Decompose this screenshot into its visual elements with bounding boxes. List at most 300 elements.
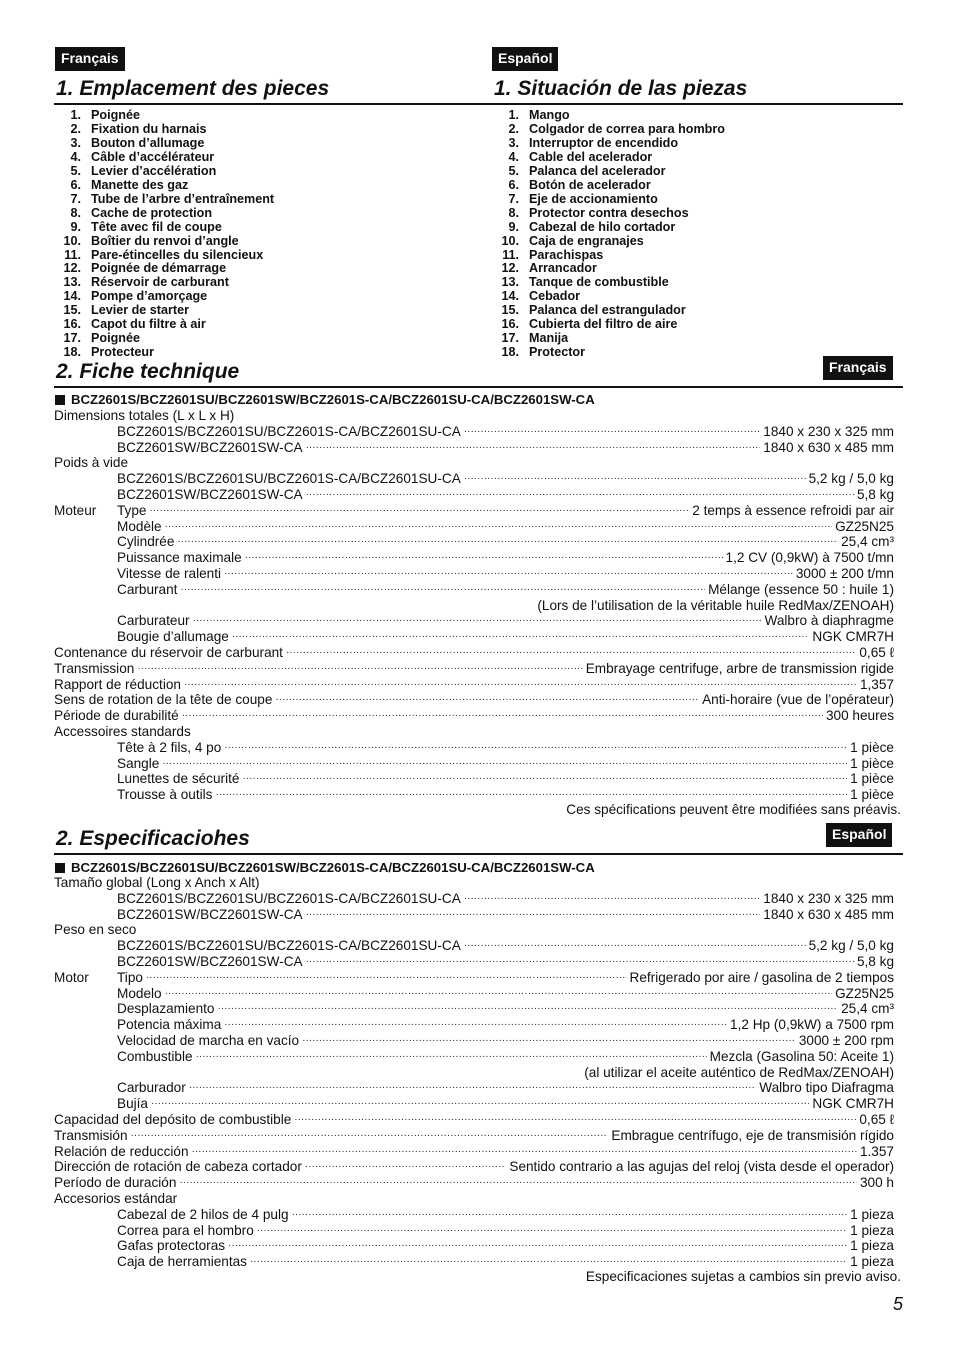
parts-list-item — [493, 262, 725, 276]
es-parts-title: 1. Situación de las piezas — [494, 77, 748, 100]
parts-list-item — [493, 193, 725, 207]
parts-item-number: 10. — [501, 233, 519, 248]
parts-item-number: 16. — [501, 317, 519, 332]
parts-list-item — [55, 262, 274, 276]
spec-row — [54, 1191, 894, 1207]
parts-item-number: 6. — [508, 177, 519, 192]
parts-item-label: Poignée de démarrage — [91, 261, 227, 276]
spec-value: Mezcla (Gasolina 50: Aceite 1) — [709, 1048, 894, 1064]
spec-value: Refrigerado por aire / gasolina de 2 tiempos — [629, 969, 894, 985]
parts-list-item — [493, 290, 725, 304]
spec-row — [54, 1175, 894, 1191]
spec-label: Transmisión — [54, 1127, 128, 1143]
spec-label: Dirección de rotación de cabeza cortador — [54, 1159, 302, 1175]
spec-value: 3000 ± 200 rpm — [798, 1032, 894, 1048]
spec-row — [54, 1144, 894, 1160]
spec-value: 0,65 ℓ — [859, 644, 894, 660]
spec-label: Vitesse de ralenti — [117, 565, 222, 581]
parts-item-number: 11. — [502, 247, 519, 262]
spec-row — [54, 1112, 894, 1128]
spec-value: Walbro à diaphragme — [764, 613, 894, 629]
spec-row — [54, 1223, 894, 1239]
spec-value: 5,2 kg / 5,0 kg — [808, 938, 894, 954]
dot-leader — [146, 970, 627, 986]
spec-value: 300 heures — [825, 708, 894, 724]
spec-label: Rapport de réduction — [54, 676, 181, 692]
es-spec-title: 2. Especificaciohes — [56, 827, 250, 850]
spec-value: 2 temps à essence refroidi par air — [692, 502, 894, 518]
dot-leader — [224, 566, 793, 582]
dot-leader — [464, 891, 760, 907]
dot-leader — [242, 771, 847, 787]
parts-item-label: Botón de acelerador — [529, 177, 651, 192]
parts-item-label: Cebador — [529, 289, 581, 304]
parts-item-label: Câble d’accélérateur — [91, 149, 215, 164]
parts-list-item — [55, 235, 274, 249]
parts-item-number: 18. — [63, 345, 81, 360]
spec-label: Bujía — [117, 1096, 148, 1112]
spec-value: 1 pieza — [850, 1222, 894, 1238]
parts-item-number: 8. — [70, 205, 81, 220]
parts-item-number: 4. — [70, 149, 81, 164]
dot-leader — [305, 1159, 507, 1175]
spec-row — [54, 954, 894, 970]
spec-row — [54, 740, 894, 756]
fr-spec-title: 2. Fiche technique — [56, 360, 240, 383]
spec-label: Période de durabilité — [54, 708, 179, 724]
spec-label: Dimensions totales (L x L x H) — [54, 408, 235, 423]
parts-item-label: Palanca del acelerador — [529, 163, 666, 178]
dot-leader — [192, 1144, 857, 1160]
parts-item-label: Pompe d’amorçage — [91, 289, 208, 304]
parts-list-item — [55, 207, 274, 221]
spec-value: 1 pieza — [850, 1238, 894, 1254]
dot-leader — [232, 629, 810, 645]
spec-label: Trousse à outils — [117, 787, 213, 803]
parts-item-label: Pare-étincelles du silencieux — [91, 247, 264, 262]
spec-label: BCZ2601SW/BCZ2601SW-CA — [117, 439, 303, 455]
language-tag-es: Español — [492, 47, 558, 71]
spec-label: Cylindrée — [117, 534, 175, 550]
es-model-text: BCZ2601S/BCZ2601SU/BCZ2601SW/BCZ2601S-CA/BCZ2601SU-CA/BCZ2601SW-CA — [71, 860, 595, 875]
dot-leader — [257, 1223, 847, 1239]
parts-list-item — [493, 235, 725, 249]
dot-leader — [162, 756, 847, 772]
spec-label: BCZ2601S/BCZ2601SU/BCZ2601S-CA/BCZ2601SU-CA — [117, 471, 461, 487]
parts-item-label: Parachispas — [529, 247, 604, 262]
parts-list-item — [55, 165, 274, 179]
parts-item-label: Colgador de correa para hombro — [529, 121, 725, 136]
parts-list-item — [55, 151, 274, 165]
dot-leader — [196, 1049, 707, 1065]
parts-list-item — [55, 318, 274, 332]
spec-row — [54, 1001, 894, 1017]
parts-item-number: 12. — [63, 261, 81, 276]
dot-leader — [177, 534, 838, 550]
spec-row — [54, 455, 894, 471]
parts-item-number: 17. — [63, 331, 81, 346]
parts-item-number: 1. — [508, 108, 519, 122]
dot-leader — [286, 645, 856, 661]
dot-leader — [137, 661, 582, 677]
parts-item-label: Protector contra desechos — [529, 205, 689, 220]
spec-label: Accessoires standards — [54, 723, 191, 739]
spec-value: 5,2 kg / 5,0 kg — [808, 471, 894, 487]
parts-list-item — [55, 346, 274, 360]
es-parts-list — [493, 109, 725, 360]
spec-label: Carburant — [117, 581, 178, 597]
spec-value: GZ25N25 — [835, 518, 894, 534]
spec-label: Período de duración — [54, 1175, 177, 1191]
language-tag-fr-spec: Français — [823, 356, 893, 380]
parts-item-number: 8. — [508, 205, 519, 220]
spec-row — [54, 922, 894, 938]
dot-leader — [179, 1175, 857, 1191]
parts-item-label: Capot du filtre à air — [91, 317, 206, 332]
fr-spec-rule — [54, 386, 903, 388]
spec-label: BCZ2601SW/BCZ2601SW-CA — [117, 953, 303, 969]
parts-list-item — [493, 332, 725, 346]
spec-label: Type — [117, 502, 147, 518]
spec-value: 1.357 — [859, 1143, 894, 1159]
parts-item-label: Mango — [529, 108, 570, 122]
parts-item-number: 5. — [70, 163, 81, 178]
spec-value: 5,8 kg — [856, 486, 894, 502]
dot-leader — [302, 1033, 796, 1049]
spec-value: 3000 ± 200 t/mn — [795, 565, 894, 581]
spec-value: 1 pieza — [850, 1206, 894, 1222]
spec-row — [54, 613, 894, 629]
spec-label: Capacidad del depósito de combustible — [54, 1111, 292, 1127]
spec-label: Combustible — [117, 1048, 193, 1064]
spec-value: 1 pièce — [850, 755, 894, 771]
spec-row — [54, 661, 894, 677]
square-bullet-icon — [55, 863, 65, 873]
parts-item-label: Tanque de combustible — [529, 275, 669, 290]
spec-row — [54, 1049, 894, 1065]
parts-list-item — [493, 346, 725, 360]
spec-row — [54, 503, 894, 519]
spec-label: BCZ2601SW/BCZ2601SW-CA — [117, 486, 303, 502]
spec-row — [54, 519, 894, 535]
spec-label: Correa para el hombro — [117, 1222, 254, 1238]
parts-rule — [54, 103, 903, 105]
spec-row — [54, 677, 894, 693]
spec-label: Relación de reducción — [54, 1143, 189, 1159]
parts-item-label: Caja de engranajes — [529, 233, 644, 248]
spec-value: 0,65 ℓ — [859, 1111, 894, 1127]
parts-list-item — [55, 193, 274, 207]
spec-value: 300 h — [859, 1175, 894, 1191]
spec-row — [54, 1080, 894, 1096]
parts-item-label: Manija — [529, 331, 569, 346]
dot-leader — [464, 471, 806, 487]
parts-list-item — [493, 179, 725, 193]
spec-row — [54, 582, 894, 598]
parts-list-item — [493, 304, 725, 318]
spec-label: BCZ2601S/BCZ2601SU/BCZ2601S-CA/BCZ2601SU-CA — [117, 423, 461, 439]
es-spec-note: Especificaciones sujetas a cambios sin previo aviso. — [585, 1269, 901, 1284]
parts-list-item — [55, 276, 274, 290]
spec-row — [54, 1254, 894, 1270]
parts-list-item — [493, 151, 725, 165]
parts-item-label: Fixation du harnais — [91, 121, 207, 136]
parts-list-item — [493, 137, 725, 151]
language-tag-es-spec: Español — [826, 823, 892, 847]
parts-item-label: Palanca del estrangulador — [529, 303, 686, 318]
spec-row — [54, 875, 894, 891]
spec-value: GZ25N25 — [835, 985, 894, 1001]
spec-label: Peso en seco — [54, 922, 137, 938]
parts-list-item — [55, 123, 274, 137]
spec-label: BCZ2601SW/BCZ2601SW-CA — [117, 906, 303, 922]
dot-leader — [464, 938, 806, 954]
dot-leader — [464, 424, 760, 440]
dot-leader — [245, 550, 723, 566]
parts-item-number: 17. — [501, 331, 519, 346]
spec-value: 1840 x 230 x 325 mm — [763, 890, 894, 906]
spec-row — [54, 440, 894, 456]
parts-list-item — [55, 290, 274, 304]
spec-row — [54, 424, 894, 440]
spec-row — [54, 629, 894, 645]
fr-model-text: BCZ2601S/BCZ2601SU/BCZ2601SW/BCZ2601S-CA/BCZ2601SU-CA/BCZ2601SW-CA — [71, 392, 595, 407]
spec-label: Transmission — [54, 660, 135, 676]
parts-list-item — [493, 318, 725, 332]
spec-label: BCZ2601S/BCZ2601SU/BCZ2601S-CA/BCZ2601SU-CA — [117, 890, 461, 906]
parts-item-label: Protector — [529, 345, 585, 360]
language-tag-fr: Français — [55, 47, 125, 71]
dot-leader — [275, 692, 699, 708]
spec-value: 5,8 kg — [856, 953, 894, 969]
parts-item-label: Bouton d’allumage — [91, 135, 205, 150]
spec-label: Contenance du réservoir de carburant — [54, 644, 283, 660]
spec-value: Sentido contrario a las agujas del reloj (vista desde el operador) — [509, 1159, 894, 1175]
spec-row — [54, 1065, 894, 1081]
spec-row — [54, 1159, 894, 1175]
parts-item-label: Levier de starter — [91, 303, 190, 318]
es-spec-table — [54, 875, 894, 1270]
es-spec-rule — [54, 853, 903, 855]
parts-item-number: 1. — [70, 108, 81, 122]
spec-label: Carburador — [117, 1080, 186, 1096]
spec-label: BCZ2601S/BCZ2601SU/BCZ2601S-CA/BCZ2601SU-CA — [117, 938, 461, 954]
spec-row — [54, 487, 894, 503]
spec-value: 1 pieza — [850, 1254, 894, 1270]
spec-label: Lunettes de sécurité — [117, 771, 240, 787]
parts-item-number: 2. — [508, 121, 519, 136]
parts-item-label: Cubierta del filtro de aire — [529, 317, 678, 332]
dot-leader — [184, 677, 857, 693]
parts-item-number: 15. — [501, 303, 519, 318]
parts-list-item — [55, 137, 274, 151]
dot-leader — [306, 907, 761, 923]
spec-row — [54, 1033, 894, 1049]
spec-label: Tête à 2 fils, 4 po — [117, 739, 222, 755]
parts-list-item — [493, 165, 725, 179]
parts-item-label: Tête avec fil de coupe — [91, 219, 222, 234]
spec-value: NGK CMR7H — [812, 1096, 894, 1112]
dot-leader — [224, 1017, 727, 1033]
dot-leader — [182, 708, 823, 724]
parts-item-label: Poignée — [91, 108, 140, 122]
spec-row — [54, 787, 894, 803]
spec-row — [54, 550, 894, 566]
spec-value: 1 pièce — [850, 739, 894, 755]
parts-item-number: 4. — [508, 149, 519, 164]
dot-leader — [189, 1080, 757, 1096]
parts-item-label: Cable del acelerador — [529, 149, 653, 164]
parts-item-number: 6. — [70, 177, 81, 192]
parts-item-number: 3. — [70, 135, 81, 150]
parts-item-number: 11. — [64, 247, 81, 262]
parts-item-number: 7. — [508, 191, 519, 206]
spec-value: 1840 x 230 x 325 mm — [763, 423, 894, 439]
spec-row — [54, 1128, 894, 1144]
parts-list-item — [493, 249, 725, 263]
parts-item-number: 14. — [501, 289, 519, 304]
dot-leader — [306, 487, 854, 503]
spec-row — [54, 534, 894, 550]
spec-value: 1840 x 630 x 485 mm — [763, 439, 894, 455]
parts-list-item — [55, 249, 274, 263]
spec-row — [54, 471, 894, 487]
spec-row — [54, 1017, 894, 1033]
spec-value: 25,4 cm³ — [841, 534, 894, 550]
spec-row — [54, 1207, 894, 1223]
spec-value: 25,4 cm³ — [841, 1001, 894, 1017]
dot-leader — [306, 440, 761, 456]
parts-item-number: 15. — [63, 303, 81, 318]
parts-item-number: 2. — [70, 121, 81, 136]
spec-row — [54, 907, 894, 923]
spec-label: Puissance maximale — [117, 550, 242, 566]
dot-leader — [151, 1096, 809, 1112]
dot-leader — [165, 986, 832, 1002]
spec-label: Modelo — [117, 985, 162, 1001]
spec-label: Modèle — [117, 518, 162, 534]
spec-value: 1840 x 630 x 485 mm — [763, 906, 894, 922]
parts-item-label: Boîtier du renvoi d’angle — [91, 233, 239, 248]
parts-item-number: 9. — [508, 219, 519, 234]
spec-row — [54, 566, 894, 582]
fr-parts-title: 1. Emplacement des pieces — [56, 77, 330, 100]
parts-list-item — [493, 221, 725, 235]
spec-label: Poids à vide — [54, 455, 129, 471]
parts-list-item — [493, 109, 725, 123]
fr-spec-note: Ces spécifications peuvent être modifiées sans préavis. — [566, 802, 901, 817]
parts-list-item — [493, 123, 725, 137]
parts-item-number: 9. — [70, 219, 81, 234]
spec-value: (al utilizar el aceite auténtico de RedMax/ZENOAH) — [584, 1064, 894, 1080]
spec-label: Accesorios estándar — [54, 1190, 178, 1206]
spec-value: 1 pièce — [850, 787, 894, 803]
dot-leader — [131, 1128, 609, 1144]
spec-label: Sens de rotation de la tête de coupe — [54, 692, 273, 708]
parts-item-number: 12. — [501, 261, 519, 276]
spec-label: Tamaño global (Long x Anch x Alt) — [54, 875, 260, 890]
parts-item-label: Manette des gaz — [91, 177, 189, 192]
spec-value: 1,2 Hp (0,9kW) a 7500 rpm — [730, 1017, 894, 1033]
spec-row — [54, 708, 894, 724]
spec-label: Cabezal de 2 hilos de 4 pulg — [117, 1206, 289, 1222]
spec-label: Desplazamiento — [117, 1001, 215, 1017]
parts-item-label: Cabezal de hilo cortador — [529, 219, 676, 234]
parts-item-number: 18. — [501, 345, 519, 360]
dot-leader — [228, 1238, 847, 1254]
parts-list-item — [493, 276, 725, 290]
es-model-line — [55, 860, 595, 876]
spec-value: Walbro tipo Diafragma — [759, 1080, 894, 1096]
dot-leader — [217, 1001, 838, 1017]
spec-row — [54, 598, 894, 614]
spec-row — [54, 408, 894, 424]
spec-value: Anti-horaire (vue de l’opérateur) — [702, 692, 894, 708]
parts-item-label: Interruptor de encendido — [529, 135, 679, 150]
parts-list-item — [55, 332, 274, 346]
dot-leader — [306, 954, 854, 970]
parts-item-label: Levier d’accélération — [91, 163, 217, 178]
spec-value: 1,2 CV (0,9kW) à 7500 t/mn — [725, 550, 894, 566]
dot-leader — [215, 787, 847, 803]
spec-label: Tipo — [117, 969, 143, 985]
fr-spec-table — [54, 408, 894, 803]
dot-leader — [292, 1207, 848, 1223]
spec-label: Velocidad de marcha en vacío — [117, 1032, 300, 1048]
spec-row — [54, 938, 894, 954]
spec-category: Moteur — [54, 502, 97, 518]
fr-parts-list — [55, 109, 274, 360]
spec-value: NGK CMR7H — [812, 629, 894, 645]
dot-leader — [180, 582, 705, 598]
spec-label: Potencia máxima — [117, 1017, 222, 1033]
dot-leader — [224, 740, 847, 756]
page-number: 5 — [892, 1294, 903, 1314]
spec-row — [54, 645, 894, 661]
parts-item-label: Poignée — [91, 331, 140, 346]
spec-value: Embrayage centrifuge, arbre de transmission rigide — [585, 660, 894, 676]
spec-value: 1,357 — [859, 676, 894, 692]
parts-item-number: 14. — [63, 289, 81, 304]
spec-label: Gafas protectoras — [117, 1238, 226, 1254]
spec-value: 1 pièce — [850, 771, 894, 787]
parts-item-number: 3. — [508, 135, 519, 150]
parts-list-item — [55, 304, 274, 318]
parts-item-number: 7. — [70, 191, 81, 206]
spec-row — [54, 771, 894, 787]
fr-model-line — [55, 392, 595, 408]
spec-label: Caja de herramientas — [117, 1254, 247, 1270]
spec-value: Embrague centrífugo, eje de transmisión rígido — [611, 1127, 894, 1143]
square-bullet-icon — [55, 395, 65, 405]
parts-item-label: Réservoir de carburant — [91, 275, 229, 290]
spec-row — [54, 986, 894, 1002]
parts-item-label: Eje de accionamiento — [529, 191, 658, 206]
spec-label: Carburateur — [117, 613, 190, 629]
parts-list-item — [55, 109, 274, 123]
spec-row — [54, 692, 894, 708]
spec-row — [54, 891, 894, 907]
dot-leader — [165, 519, 832, 535]
parts-item-number: 13. — [63, 275, 81, 290]
spec-row — [54, 724, 894, 740]
parts-list-item — [55, 221, 274, 235]
parts-item-number: 16. — [63, 317, 81, 332]
parts-item-number: 10. — [63, 233, 81, 248]
parts-item-label: Cache de protection — [91, 205, 213, 220]
spec-row — [54, 970, 894, 986]
spec-row — [54, 1238, 894, 1254]
